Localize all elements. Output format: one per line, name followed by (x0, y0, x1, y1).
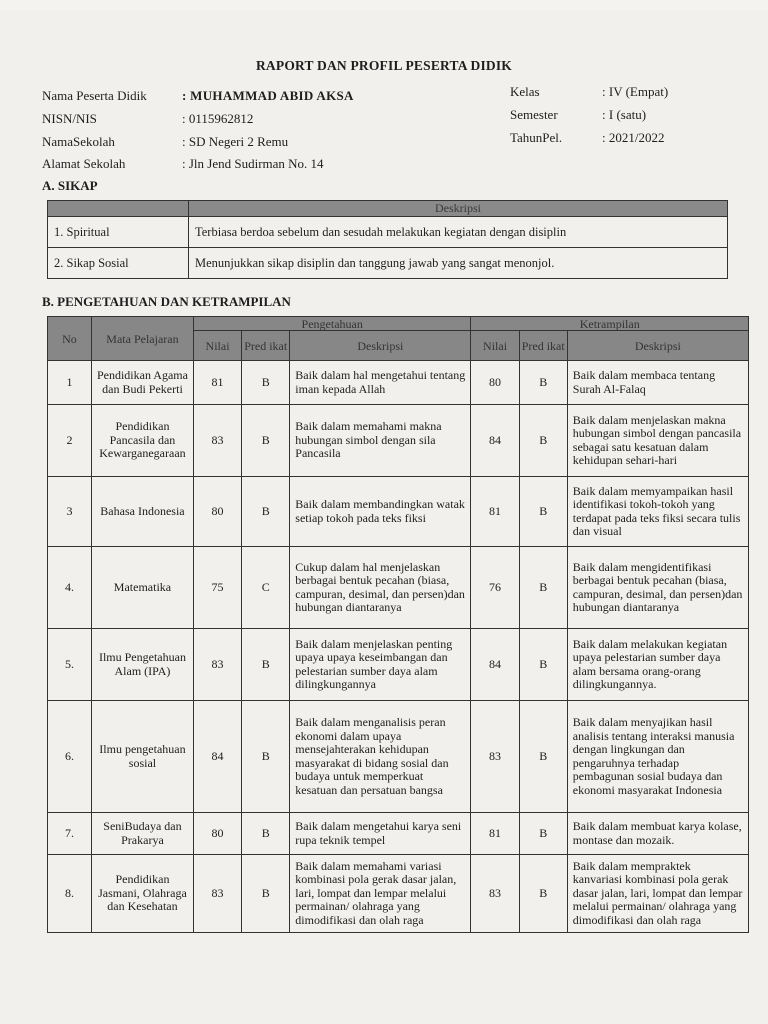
header-no: No (48, 317, 92, 361)
ketrampilan-deskripsi: Baik dalam mengidentifikasi berbagai bentuk pecahan (biasa, campuran, desimal, dan persen)dan hubungan diantaranya (567, 547, 748, 629)
table-row (48, 547, 749, 629)
ketrampilan-nilai: 76 (471, 547, 519, 629)
pengetahuan-nilai: 83 (193, 855, 241, 933)
pengetahuan-predikat: B (242, 813, 290, 855)
row-number: 4. (48, 547, 92, 629)
info-value: : Jln Jend Sudirman No. 14 (182, 156, 324, 171)
header-p-nilai: Nilai (193, 331, 241, 361)
subject-name: SeniBudaya dan Prakarya (91, 813, 193, 855)
pengetahuan-nilai: 83 (193, 405, 241, 477)
header-mapel: Mata Pelajaran (91, 317, 193, 361)
ketrampilan-nilai: 83 (471, 701, 519, 813)
info-row-kelas (510, 84, 668, 100)
table-row (48, 855, 749, 933)
pengetahuan-deskripsi: Baik dalam hal mengetahui tentang iman kepada Allah (290, 361, 471, 405)
subject-name: Pendidikan Pancasila dan Kewarganegaraan (91, 405, 193, 477)
info-label: TahunPel. (510, 130, 563, 145)
ketrampilan-predikat: B (519, 477, 567, 547)
pengetahuan-deskripsi: Baik dalam membandingkan watak setiap tokoh pada teks fiksi (290, 477, 471, 547)
pengetahuan-nilai: 80 (193, 477, 241, 547)
info-label: Kelas (510, 84, 540, 99)
info-value: : 2021/2022 (602, 130, 665, 145)
ketrampilan-predikat: B (519, 405, 567, 477)
table-row (48, 813, 749, 855)
sikap-aspek: 2. Sikap Sosial (48, 248, 189, 279)
ketrampilan-nilai: 84 (471, 629, 519, 701)
pengetahuan-nilai: 80 (193, 813, 241, 855)
subject-name: Bahasa Indonesia (91, 477, 193, 547)
header-k-nilai: Nilai (471, 331, 519, 361)
row-number: 5. (48, 629, 92, 701)
info-value: : SD Negeri 2 Remu (182, 134, 289, 149)
pengetahuan-deskripsi: Baik dalam memahami variasi kombinasi pola gerak dasar jalan, lari, lompat dan lempar melalui permainan/ olahraga yang dimodifikasi dan olah raga (290, 855, 471, 933)
table-row (48, 405, 749, 477)
sikap-aspek: 1. Spiritual (48, 217, 189, 248)
ketrampilan-nilai: 81 (471, 477, 519, 547)
pengetahuan-deskripsi: Baik dalam menjelaskan penting upaya upaya keseimbangan dan pelestarian sumber daya alam dilingkungannya (290, 629, 471, 701)
info-value: : 0115962812 (182, 111, 254, 126)
info-value: : IV (Empat) (602, 84, 669, 99)
info-label: Semester (510, 107, 558, 122)
sikap-table (47, 200, 728, 279)
pengetahuan-deskripsi: Baik dalam mengetahui karya seni rupa teknik tempel (290, 813, 471, 855)
info-row-tahun (510, 130, 664, 146)
ketrampilan-predikat: B (519, 547, 567, 629)
subject-name: Pendidikan Jasmani, Olahraga dan Kesehatan (91, 855, 193, 933)
info-label: NamaSekolah (42, 134, 115, 149)
ketrampilan-predikat: B (519, 855, 567, 933)
ketrampilan-nilai: 80 (471, 361, 519, 405)
section-b-title: B. PENGETAHUAN DAN KETRAMPILAN (42, 294, 291, 309)
info-row-sekolah (42, 134, 288, 150)
header-p-deskripsi: Deskripsi (290, 331, 471, 361)
pengetahuan-deskripsi: Cukup dalam hal menjelaskan berbagai bentuk pecahan (biasa, campuran, desimal, dan persen)dan hubungan diantaranya (290, 547, 471, 629)
subject-name: Matematika (91, 547, 193, 629)
ketrampilan-deskripsi: Baik dalam melakukan kegiatan upaya pelestarian sumber daya alam bersama orang-orang dilingkungannya. (567, 629, 748, 701)
info-row-alamat (42, 156, 324, 172)
row-number: 8. (48, 855, 92, 933)
info-label: Nama Peserta Didik (42, 88, 147, 103)
ketrampilan-deskripsi: Baik dalam memyampaikan hasil identifikasi tokoh-tokoh yang terdapat pada teks fiksi secara tulis dan visual (567, 477, 748, 547)
sikap-deskripsi: Menunjukkan sikap disiplin dan tanggung jawab yang sangat menonjol. (189, 248, 728, 279)
info-row-semester (510, 107, 646, 123)
ketrampilan-nilai: 84 (471, 405, 519, 477)
header-k-predikat: Pred ikat (519, 331, 567, 361)
pengetahuan-nilai: 81 (193, 361, 241, 405)
section-a-title: A. SIKAP (42, 178, 98, 193)
ketrampilan-deskripsi: Baik dalam membuat karya kolase, montase dan mozaik. (567, 813, 748, 855)
ketrampilan-predikat: B (519, 629, 567, 701)
info-row-nama (42, 88, 354, 104)
ketrampilan-predikat: B (519, 701, 567, 813)
sikap-header-deskripsi: Deskripsi (189, 201, 728, 217)
row-number: 6. (48, 701, 92, 813)
pengetahuan-predikat: B (242, 405, 290, 477)
pengetahuan-predikat: B (242, 361, 290, 405)
ketrampilan-nilai: 83 (471, 855, 519, 933)
pengetahuan-deskripsi: Baik dalam memahami makna hubungan simbol dengan sila Pancasila (290, 405, 471, 477)
sikap-header-blank (48, 201, 189, 217)
nilai-table (47, 316, 749, 933)
ketrampilan-predikat: B (519, 813, 567, 855)
pengetahuan-predikat: B (242, 701, 290, 813)
pengetahuan-predikat: C (242, 547, 290, 629)
pengetahuan-predikat: B (242, 477, 290, 547)
pengetahuan-nilai: 83 (193, 629, 241, 701)
pengetahuan-predikat: B (242, 855, 290, 933)
subject-name: Ilmu Pengetahuan Alam (IPA) (91, 629, 193, 701)
subject-name: Pendidikan Agama dan Budi Pekerti (91, 361, 193, 405)
ketrampilan-deskripsi: Baik dalam menjelaskan makna hubungan simbol dengan pancasila sebagai satu kesatuan dalam kehidupan sehari-hari (567, 405, 748, 477)
ketrampilan-nilai: 81 (471, 813, 519, 855)
info-label: Alamat Sekolah (42, 156, 126, 171)
document-title: RAPORT DAN PROFIL PESERTA DIDIK (255, 58, 513, 73)
ketrampilan-deskripsi: Baik dalam membaca tentang Surah Al-Falaq (567, 361, 748, 405)
sikap-deskripsi: Terbiasa berdoa sebelum dan sesudah melakukan kegiatan dengan disiplin (189, 217, 728, 248)
pengetahuan-deskripsi: Baik dalam menganalisis peran ekonomi dalam upaya mensejahterakan kehidupan masyarakat di bidang sosial dan budaya untuk memperkuat kesatuan dan persatuan bangsa (290, 701, 471, 813)
table-row (48, 629, 749, 701)
ketrampilan-deskripsi: Baik dalam menyajikan hasil analisis tentang interaksi manusia dengan lingkungan dan pengaruhnya terhadap pembagunan sosial budaya dan ekonomi masyarakat Indonesia (567, 701, 748, 813)
ketrampilan-deskripsi: Baik dalam mempraktek kanvariasi kombinasi pola gerak dasar jalan, lari, lompat dan lempar melalui permainan/ olahraga yang dimodifikasi dan olah raga (567, 855, 748, 933)
pengetahuan-nilai: 75 (193, 547, 241, 629)
table-row (48, 361, 749, 405)
pengetahuan-predikat: B (242, 629, 290, 701)
subject-name: Ilmu pengetahuan sosial (91, 701, 193, 813)
table-row (48, 248, 728, 279)
row-number: 1 (48, 361, 92, 405)
header-k-deskripsi: Deskripsi (567, 331, 748, 361)
info-row-nisn (42, 111, 253, 127)
pengetahuan-nilai: 84 (193, 701, 241, 813)
header-pengetahuan: Pengetahuan (193, 317, 471, 331)
header-ketrampilan: Ketrampilan (471, 317, 749, 331)
info-label: NISN/NIS (42, 111, 97, 126)
row-number: 2 (48, 405, 92, 477)
table-row (48, 217, 728, 248)
table-row (48, 477, 749, 547)
row-number: 7. (48, 813, 92, 855)
header-p-predikat: Pred ikat (242, 331, 290, 361)
info-value: : I (satu) (602, 107, 647, 122)
table-row (48, 701, 749, 813)
ketrampilan-predikat: B (519, 361, 567, 405)
info-value: : MUHAMMAD ABID AKSA (182, 88, 354, 103)
row-number: 3 (48, 477, 92, 547)
